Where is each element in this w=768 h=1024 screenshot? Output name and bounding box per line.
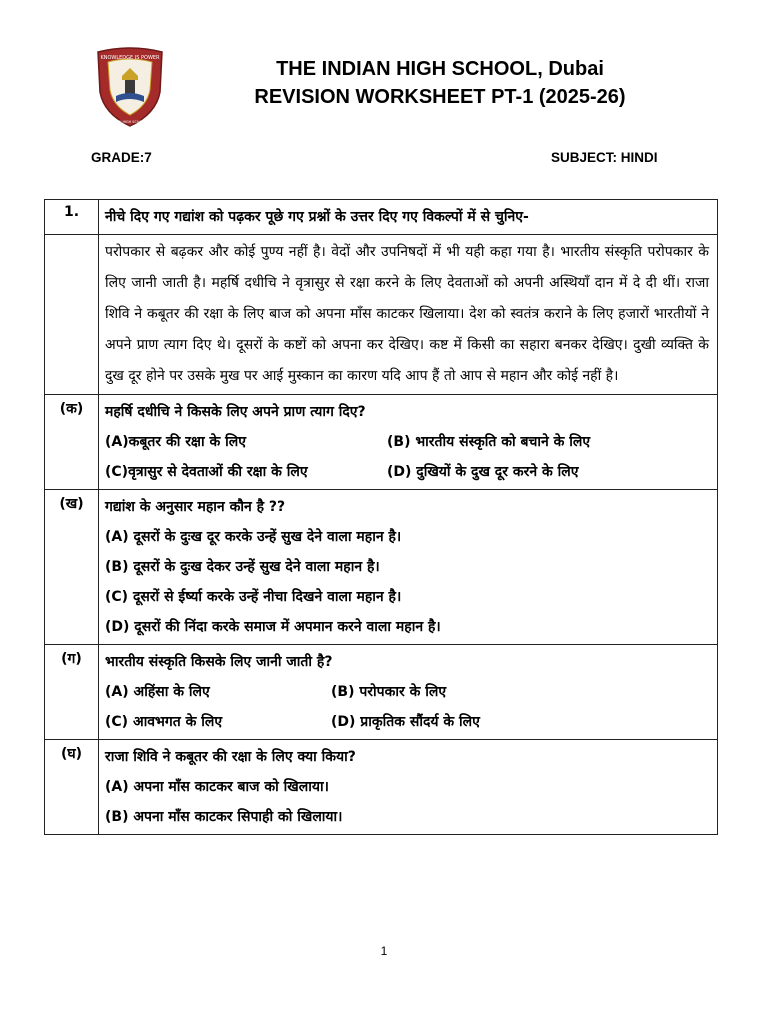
question-label: (क) [45,395,99,490]
question-instruction: नीचे दिए गए गद्यांश को पढ़कर पूछे गए प्रश्नों के उत्तर दिए गए विकल्पों में से चुनिए- [105,209,529,225]
logo-motto: KNOWLEDGE IS POWER [100,55,160,61]
option-c: (C) आवभगत के लिए [105,714,223,730]
question-label: (ख) [45,490,99,645]
option-b: (B) दूसरों के दुःख देकर उन्हें सुख देने वाला महान है। [105,559,380,575]
question-label: (घ) [45,740,99,835]
passage-row [45,235,718,395]
option-a: (A) दूसरों के दुःख दूर करके उन्हें सुख देने वाला महान है। [105,529,402,545]
school-logo [92,46,168,128]
option-d: (D) दूसरों की निंदा करके समाज में अपमान करने वाला महान है। [105,619,441,635]
page-number: 1 [380,944,388,958]
grade-label: GRADE:7 [91,150,152,165]
option-b: (B) अपना माँस काटकर सिपाही को खिलाया। [105,809,343,825]
question-text: महर्षि दधीचि ने किसके लिए अपने प्राण त्याग दिए? [105,404,366,420]
passage-text: परोपकार से बढ़कर और कोई पुण्य नहीं है। वेदों और उपनिषदों में भी यही कहा गया है। भारतीय संस्कृति परोपकार के लिए जानी जाती है। महर्षि दधीचि ने वृत्रासुर से रक्षा करने के लिए देवताओं को अपनी अस्थियाँ दान में दे दी थीं। राजा शिवि ने कबूतर की रक्षा के लिए बाज को अपना माँस काटकर खिलाया। देश को स्वतंत्र कराने के लिए हजारों भारतीयों ने अपने प्राण त्याग दिए थे। दूसरों के कष्टों को अपना कर देखिए। कष्ट में किसी का सहारा बनकर देखिए। दुखी व्यक्ति के दुख दूर होने पर उसके मुख पर आई मुस्कान का कारण यदि आप हैं तो आप से महान और कोई नहीं है। [105,244,709,384]
question-row-ga [45,645,718,740]
school-title: THE INDIAN HIGH SCHOOL, Dubai [276,58,604,80]
option-d: (D) दुखियों के दुख दूर करने के लिए [387,464,579,480]
option-b: (B) परोपकार के लिए [331,684,447,700]
worksheet-title: REVISION WORKSHEET PT-1 (2025-26) [254,86,626,108]
question-row-ka [45,395,718,490]
worksheet-table [44,199,718,835]
option-a: (A)कबूतर की रक्षा के लिए [105,434,246,450]
logo-school-name: THE INDIAN HIGH SCHOOL DUBAI [101,120,159,124]
question-label: (ग) [45,645,99,740]
question-number: 1. [45,200,99,235]
option-a: (A) अपना माँस काटकर बाज को खिलाया। [105,779,329,795]
question-row-kha [45,490,718,645]
question-row-gha [45,740,718,835]
option-c: (C)वृत्रासुर से देवताओं की रक्षा के लिए [105,464,308,480]
option-c: (C) दूसरों से ईर्ष्या करके उन्हें नीचा दिखने वाला महान है। [105,589,402,605]
subject-label: SUBJECT: HINDI [551,150,658,165]
option-b: (B) भारतीय संस्कृति को बचाने के लिए [387,434,591,450]
option-d: (D) प्राकृतिक सौंदर्य के लिए [331,714,480,730]
question-text: गद्यांश के अनुसार महान कौन है ?? [105,499,286,515]
option-a: (A) अहिंसा के लिए [105,684,210,700]
question-header-row [45,200,718,235]
question-text: राजा शिवि ने कबूतर की रक्षा के लिए क्या किया? [105,749,356,765]
question-text: भारतीय संस्कृति किसके लिए जानी जाती है? [105,654,333,670]
